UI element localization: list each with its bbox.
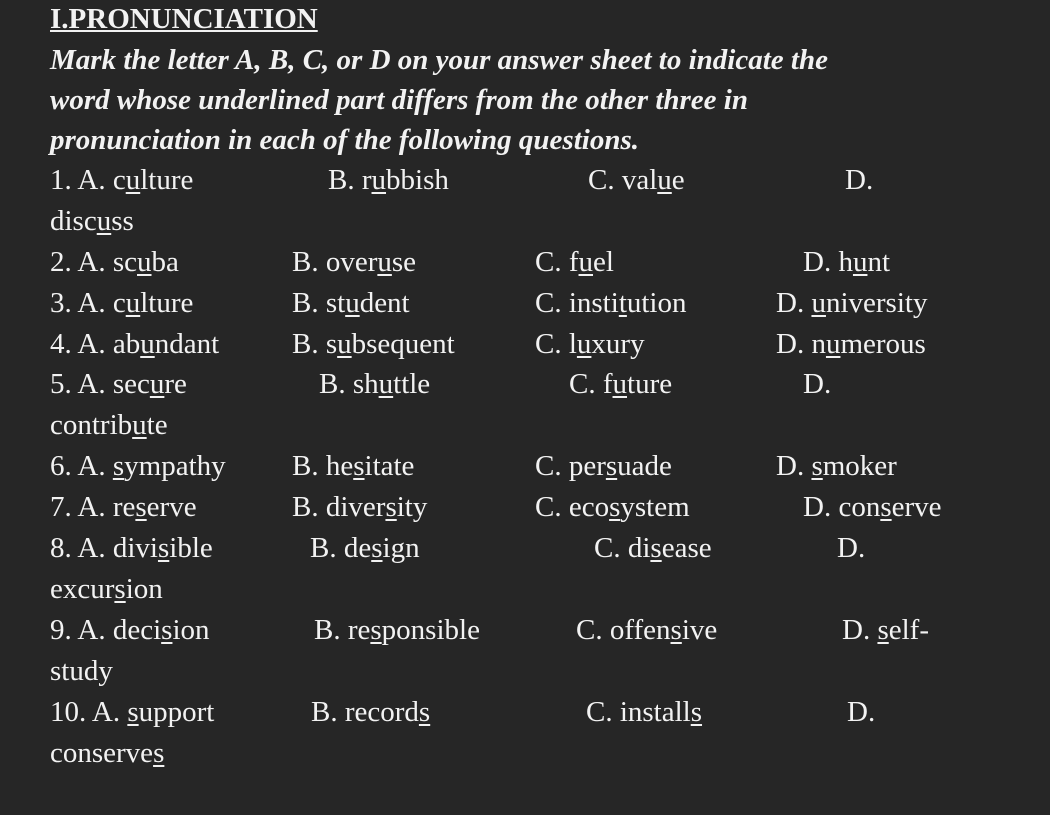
option-word: offensive xyxy=(609,614,718,646)
option-word: self- xyxy=(877,614,929,646)
option-word: design xyxy=(343,532,420,564)
option-word: decision xyxy=(112,614,210,646)
option-b: B. diversity xyxy=(292,491,428,523)
underlined-part: s xyxy=(153,737,165,769)
wrapped-option-word xyxy=(50,569,163,610)
underlined-part: u xyxy=(576,328,592,360)
underlined-part: u xyxy=(125,287,141,319)
underlined-part: s xyxy=(670,614,682,646)
option-word: disease xyxy=(627,532,712,564)
option-a: 10. A. support xyxy=(50,696,215,728)
question-9 xyxy=(0,610,1050,687)
option-d: D. xyxy=(837,532,866,564)
option-b: B. shuttle xyxy=(319,368,431,400)
option-word: scuba xyxy=(112,246,179,278)
option-word: diversity xyxy=(325,491,428,523)
option-c: C. persuade xyxy=(535,450,672,482)
underlined-part: u xyxy=(578,246,594,278)
option-d: D. xyxy=(847,696,876,728)
option-c: C. disease xyxy=(594,532,712,564)
wrapped-option-word xyxy=(50,733,164,774)
option-word: institution xyxy=(568,287,687,319)
option-c: C. institution xyxy=(535,287,687,319)
section-heading: I.PRONUNCIATION xyxy=(50,3,318,35)
option-word: conserves xyxy=(50,737,165,769)
underlined-part: s xyxy=(880,491,892,523)
option-a: 4. A. abundant xyxy=(50,328,220,360)
option-c: C. value xyxy=(588,164,685,196)
underlined-part: u xyxy=(125,164,141,196)
option-word: shuttle xyxy=(352,368,431,400)
option-word: conserve xyxy=(838,491,942,523)
option-word: excursion xyxy=(50,573,163,605)
option-d: D. self- xyxy=(842,614,929,646)
underlined-part: u xyxy=(345,287,360,319)
question-4 xyxy=(0,324,1050,365)
question-6 xyxy=(0,446,1050,487)
option-c: C. ecosystem xyxy=(535,491,690,523)
option-b: B. student xyxy=(292,287,410,319)
option-word: university xyxy=(811,287,928,319)
underlined-part: u xyxy=(852,246,868,278)
underlined-part: u xyxy=(657,164,672,196)
underlined-part: u xyxy=(137,246,152,278)
option-word: future xyxy=(602,368,673,400)
underlined-part: u xyxy=(337,328,352,360)
option-word: culture xyxy=(112,287,194,319)
option-a: 5. A. secure xyxy=(50,368,187,400)
option-word: contribute xyxy=(50,409,168,441)
underlined-part: u xyxy=(149,368,165,400)
option-a: 6. A. sympathy xyxy=(50,450,226,482)
underlined-part: s xyxy=(370,614,382,646)
option-b: B. responsible xyxy=(314,614,480,646)
option-word: hesitate xyxy=(325,450,415,482)
underlined-part: u xyxy=(811,287,826,319)
option-d: D. smoker xyxy=(776,450,897,482)
underlined-part: u xyxy=(612,368,628,400)
option-word: responsible xyxy=(347,614,480,646)
underlined-part: s xyxy=(157,532,170,564)
option-word: sympathy xyxy=(112,450,226,482)
option-d: D. university xyxy=(776,287,928,319)
instruction-line-3: pronunciation in each of the following questions. xyxy=(50,124,639,156)
option-word: persuade xyxy=(568,450,672,482)
option-word: value xyxy=(621,164,685,196)
underlined-part: s xyxy=(690,696,703,728)
option-a: 7. A. reserve xyxy=(50,491,197,523)
option-word: abundant xyxy=(112,328,220,360)
option-b: B. rubbish xyxy=(328,164,449,196)
underlined-part: s xyxy=(353,450,365,482)
option-word: records xyxy=(344,696,431,728)
instruction-line-2: word whose underlined part differs from the other three in xyxy=(50,84,748,116)
option-word: support xyxy=(127,696,215,728)
underlined-part: s xyxy=(385,491,397,523)
option-word: numerous xyxy=(811,328,926,360)
option-word: ecosystem xyxy=(568,491,690,523)
underlined-part: u xyxy=(371,164,387,196)
option-word: hunt xyxy=(838,246,891,278)
underlined-part: s xyxy=(609,491,621,523)
underlined-part: t xyxy=(618,287,627,319)
option-a: 2. A. scuba xyxy=(50,246,179,278)
question-2 xyxy=(0,242,1050,283)
option-a: 3. A. culture xyxy=(50,287,194,319)
option-c: C. installs xyxy=(586,696,703,728)
underlined-part: s xyxy=(135,491,147,523)
underlined-part: u xyxy=(377,246,392,278)
underlined-part: u xyxy=(96,205,112,237)
underlined-part: s xyxy=(114,573,126,605)
option-c: C. future xyxy=(569,368,673,400)
option-word: culture xyxy=(112,164,194,196)
option-word: installs xyxy=(619,696,703,728)
option-word: overuse xyxy=(325,246,417,278)
option-word: subsequent xyxy=(325,328,455,360)
underlined-part: u xyxy=(132,409,147,441)
option-b: B. overuse xyxy=(292,246,417,278)
option-b: B. subsequent xyxy=(292,328,455,360)
option-b: B. design xyxy=(310,532,420,564)
option-a: 1. A. culture xyxy=(50,164,194,196)
wrapped-option-word: study xyxy=(50,655,113,687)
question-8 xyxy=(0,528,1050,605)
option-word: divisible xyxy=(112,532,213,564)
option-word: reserve xyxy=(112,491,197,523)
question-3 xyxy=(0,283,1050,324)
option-word: smoker xyxy=(811,450,897,482)
underlined-part: s xyxy=(650,532,662,564)
underlined-part: s xyxy=(877,614,889,646)
underlined-part: u xyxy=(378,368,394,400)
option-c: C. luxury xyxy=(535,328,645,360)
option-d: D. conserve xyxy=(803,491,942,523)
option-word: secure xyxy=(112,368,187,400)
underlined-part: s xyxy=(605,450,618,482)
option-d: D. xyxy=(845,164,874,196)
question-7 xyxy=(0,487,1050,528)
underlined-part: u xyxy=(825,328,841,360)
option-b: B. hesitate xyxy=(292,450,415,482)
option-word: luxury xyxy=(568,328,645,360)
question-10 xyxy=(0,692,1050,769)
option-c: C. fuel xyxy=(535,246,614,278)
option-a: 9. A. decision xyxy=(50,614,210,646)
option-d: D. numerous xyxy=(776,328,926,360)
underlined-part: s xyxy=(112,450,125,482)
question-5 xyxy=(0,364,1050,441)
instruction-line-1: Mark the letter A, B, C, or D on your answer sheet to indicate the xyxy=(50,44,828,76)
underlined-part: s xyxy=(161,614,173,646)
underlined-part: s xyxy=(371,532,383,564)
option-a: 8. A. divisible xyxy=(50,532,213,564)
option-word: student xyxy=(325,287,410,319)
question-1 xyxy=(0,160,1050,237)
option-b: B. records xyxy=(311,696,431,728)
option-d: D. hunt xyxy=(803,246,891,278)
option-word: discuss xyxy=(50,205,134,237)
underlined-part: s xyxy=(127,696,139,728)
wrapped-option-word xyxy=(50,201,134,242)
underlined-part: u xyxy=(140,328,155,360)
option-c: C. offensive xyxy=(576,614,718,646)
underlined-part: s xyxy=(811,450,823,482)
option-word: fuel xyxy=(568,246,614,278)
option-d: D. xyxy=(803,368,832,400)
option-word: rubbish xyxy=(361,164,449,196)
underlined-part: s xyxy=(418,696,431,728)
wrapped-option-word xyxy=(50,405,168,446)
